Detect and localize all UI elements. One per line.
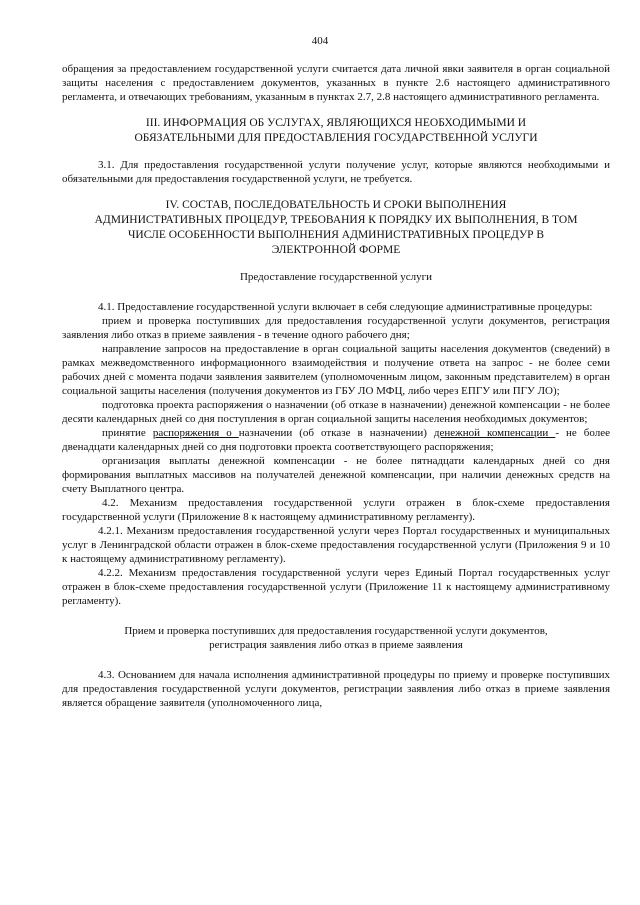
paragraph-4-2-2: 4.2.2. Механизм предоставления государственной услуги через Единый Портал государственных услуг отражен в блок-схеме предоставления государственной услуги (Приложение 11 к настоящему административному регламенту). [62,567,610,607]
paragraph-3-1: 3.1. Для предоставления государственной услуги получение услуг, которые являются необходимыми и обязательными для предоставления государственной услуги, не требуется. [62,159,610,185]
page-content [62,62,610,710]
item-4-underlined-2: денежной компенсации [433,427,556,439]
procedure-item-3: подготовка проекта распоряжения о назначении (об отказе в назначении) денежной компенсации - не более десяти календарных дней со дня поступления в орган социальной защиты населения необходимых документов; [62,399,610,425]
subheading-receipt [62,624,610,652]
section-3-title-line-2: ОБЯЗАТЕЛЬНЫМИ ДЛЯ ПРЕДОСТАВЛЕНИЯ ГОСУДАРСТВЕННОЙ УСЛУГИ [134,132,538,144]
section-4-title-line-1: IV. СОСТАВ, ПОСЛЕДОВАТЕЛЬНОСТЬ И СРОКИ ВЫПОЛНЕНИЯ [165,199,507,211]
item-4-part-b: назначении (об отказе в назначении) [238,427,434,439]
item-4-underlined-1: распоряжения о [152,427,239,439]
procedure-item-5: организация выплаты денежной компенсации - не более пятнадцати календарных дней со дня формирования выплатных массивов на получателей денежной компенсации, при наличии денежных средств на счету Выплатного центра. [62,455,610,495]
subheading-provision: Предоставление государственной услуги [239,271,432,283]
page-number: 404 [311,35,329,47]
procedure-item-4 [62,426,610,454]
section-4-title [62,198,610,258]
procedure-item-1: прием и проверка поступивших для предоставления государственной услуги документов, регистрация заявления либо отказ в приеме заявления - в течение одного рабочего дня; [62,315,610,341]
section-4-title-line-4: ЭЛЕКТРОННОЙ ФОРМЕ [271,244,401,256]
item-4-part-a: принятие [102,427,153,439]
paragraph-4-3: 4.3. Основанием для начала исполнения административной процедуры по приему и проверке поступивших для предоставления государственной услуги документов, регистрации заявления либо отказ в приеме заявления является обращение заявителя (уполномоченного лица, [62,669,610,709]
section-3-title-line-1: III. ИНФОРМАЦИЯ ОБ УСЛУГАХ, ЯВЛЯЮЩИХСЯ НЕОБХОДИМЫМИ И [145,117,527,129]
paragraph-4-2: 4.2. Механизм предоставления государственной услуги отражен в блок-схеме предоставления государственной услуги (Приложение 8 к настоящему административному регламенту). [62,497,610,523]
paragraph-4-2-1: 4.2.1. Механизм предоставления государственной услуги через Портал государственных и муниципальных услуг в Ленинградской области отражен в блок-схеме предоставления государственной услуги (Приложения 9 и 10 к настоящему административному регламенту). [62,525,610,565]
procedure-item-2: направление запросов на предоставление в орган социальной защиты населения документов (сведений) в рамках межведомственного информационного взаимодействия и получение ответа на запрос - не более семи рабочих дней с момента подачи заявления заявителем (уполномоченным лицом, законным представителем) в орган социальной защиты населения (получения документов из ГБУ ЛО МФЦ, либо через ЕПГУ или ПГУ ЛО); [62,343,610,397]
section-4-title-line-3: ЧИСЛЕ ОСОБЕННОСТИ ВЫПОЛНЕНИЯ АДМИНИСТРАТИВНЫХ ПРОЦЕДУР В [127,229,545,241]
subheading-receipt-line-1: Прием и проверка поступивших для предоставления государственной услуги документов, [124,625,548,637]
section-3-title [62,116,610,146]
intro-paragraph: обращения за предоставлением государственной услуги считается дата личной явки заявителя в орган социальной защиты населения с предоставлением документов, указанных в пункте 2.6 настоящего административного регламента, и отвечающих требованиям, указанным в пунктах 2.7, 2.8 настоящего административного регламента. [62,63,610,103]
subheading-receipt-line-2: регистрация заявления либо отказ в приеме заявления [209,639,463,651]
item-4-part-c: - не более двенадцати календарных дней со дня подготовки проекта соответствующего распоряжения; [62,427,610,453]
section-4-title-line-2: АДМИНИСТРАТИВНЫХ ПРОЦЕДУР, ТРЕБОВАНИЯ К ПОРЯДКУ ИХ ВЫПОЛНЕНИЯ, В ТОМ [94,214,578,226]
paragraph-4-1: 4.1. Предоставление государственной услуги включает в себя следующие административные процедуры: [98,301,593,313]
